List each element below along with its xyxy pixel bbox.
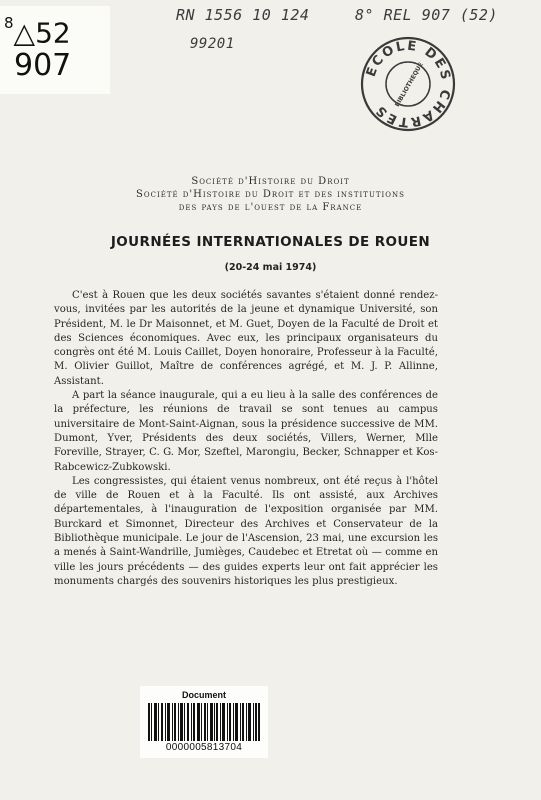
paragraph: A part la séance inaugurale, qui a eu lieu à la salle des conférences de la préfecture, les réunions de travail se sont tenues au campus universitaire de Mont-Saint-Aignan, sous la présidence successive de MM. Dumont, Yver, Présidents des deux sociétés, Villers, Werner, Mlle Foreville, Strayer, C. G. Mor, Szeftel, Marongiu, Becker, Schnapper et Kos-Rabcewicz-Zubkowski. [54, 390, 438, 473]
catalogue-label [0, 6, 110, 94]
document-title: JOURNÉES INTERNATIONALES DE ROUEN [110, 234, 431, 250]
society-name-line1: Société d'Histoire du Droit [191, 176, 350, 187]
society-name-line2: Société d'Histoire du Droit et des institutions [136, 189, 405, 200]
catalogue-label-prefix: 8 [4, 14, 14, 32]
library-stamp [358, 34, 458, 134]
stamp-center-text: BIBLIOTHEQUE [393, 61, 425, 109]
barcode-sticker [140, 686, 268, 758]
paragraph: C'est à Rouen que les deux sociétés savantes s'étaient donné rendez-vous, invitées par les autorités de la jeune et dynamique Université, son Président, M. le Dr Maisonnet, et M. Guet, Doyen de la Faculté de Droit et des Sciences économiques. Avec eux, les principaux organisateurs du congrès ont été M. Louis Caillet, Doyen honoraire, Professeur à la Faculté, M. Olivier Guillot, Maître de conférences agrégé, et M. J. P. Allinne, Assistant. [54, 290, 438, 387]
handwritten-note-call-number: RN 1556 10 124 [176, 6, 310, 24]
handwritten-note-shelf-mark: 8° REL 907 (52) [355, 6, 498, 24]
catalogue-label-line2: 907 [14, 48, 72, 83]
barcode-number: 0000005813704 [165, 742, 243, 753]
handwritten-note-inventory: 99201 [190, 36, 235, 52]
document-subtitle: (20-24 mai 1974) [224, 262, 317, 273]
catalogue-label-line1 [4, 12, 71, 48]
body-text [54, 289, 438, 589]
barcode-caption: Document [181, 690, 226, 700]
society-name-line3: des pays de l'ouest de la France [178, 202, 363, 213]
barcode-icon [148, 703, 260, 741]
stamp-ring-text: ECOLE DES CHARTES [363, 38, 454, 130]
catalogue-label-code: △52 [13, 16, 71, 50]
paragraph: Les congressistes, qui étaient venus nombreux, ont été reçus à l'hôtel de ville de Rouen et à la Faculté. Ils ont assisté, aux Archives départementales, à l'inauguration de l'exposition organisée par MM. Burckard et Simonnet, Directeur des Archives et Conservateur de la Bibliothèque municipale. Le jour de l'Ascension, 23 mai, une excursion les a menés à Saint-Wandrille, Jumièges, Caudebec et Etretat où — comme en ville les jours précédents — des guides experts leur ont fait apprécier les monuments chargés des souvenirs historiques les plus prestigieux. [54, 475, 438, 587]
